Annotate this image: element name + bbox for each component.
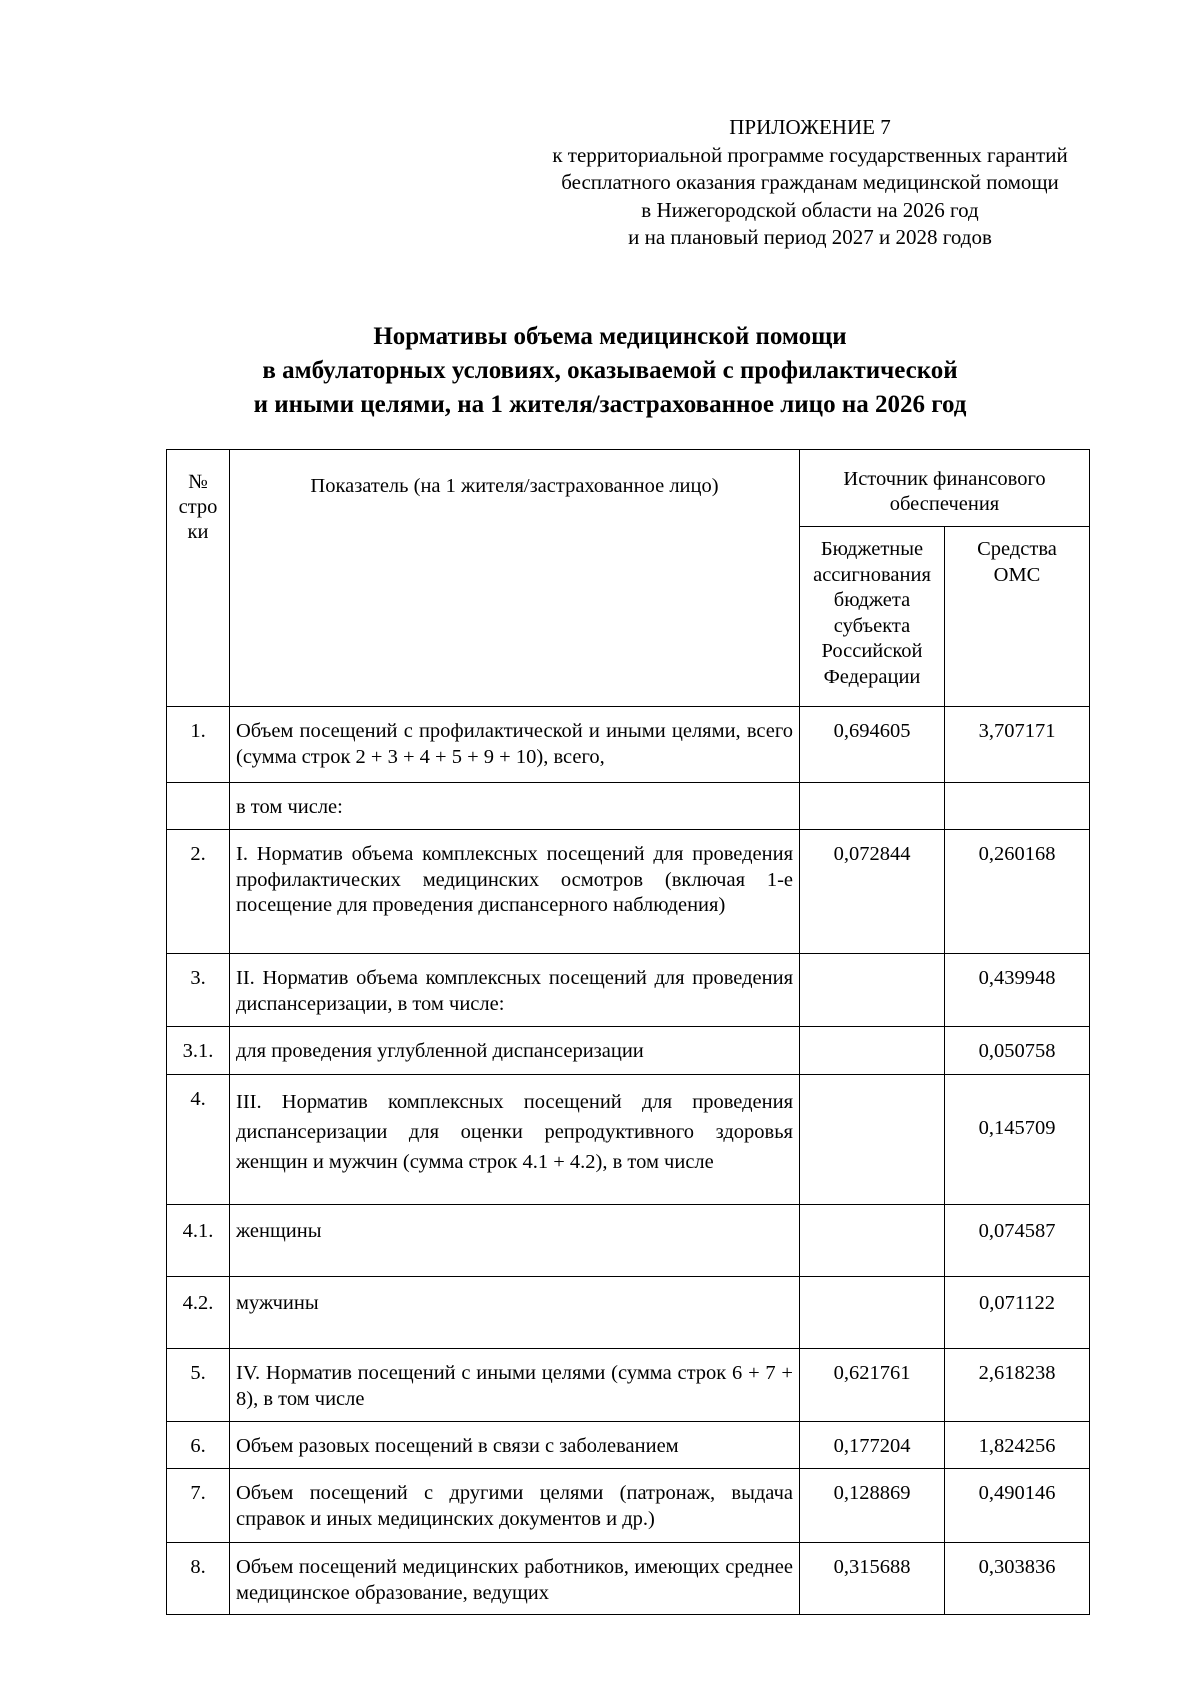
row-budget-value: [800, 783, 945, 830]
row-number: 7.: [167, 1469, 230, 1543]
row-oms-value: 0,145709: [945, 1075, 1090, 1205]
header-budget-line-4: субъекта: [833, 614, 911, 637]
appendix-line-2: к территориальной программе государственных гарантий: [552, 142, 1068, 167]
header-row-number-line-2: стро: [178, 496, 218, 518]
row-indicator: II. Норматив объема комплексных посещений для проведения диспансеризации, в том числе:: [230, 954, 800, 1027]
appendix-line-4: в Нижегородской области на 2026 год: [641, 197, 979, 222]
row-indicator: женщины: [230, 1205, 800, 1277]
row-indicator: Объем посещений медицинских работников, имеющих среднее медицинское образование, ведущих: [230, 1543, 800, 1615]
row-number: [167, 783, 230, 830]
header-funding-source-line-2: обеспечения: [889, 493, 1000, 515]
table-row: [167, 1469, 1090, 1543]
table-row: [167, 1422, 1090, 1469]
row-indicator: мужчины: [230, 1277, 800, 1349]
title-line-2: в амбулаторных условиях, оказываемой с профилактической: [262, 357, 958, 384]
header-funding-source: [800, 450, 1090, 527]
norms-table: [166, 449, 1090, 1615]
row-budget-value: [800, 1027, 945, 1075]
row-budget-value: 0,694605: [800, 707, 945, 783]
header-budget-line-6: Федерации: [823, 665, 921, 688]
title-line-3: и иными целями, на 1 жителя/застрахованное лицо на 2026 год: [253, 391, 967, 418]
header-funding-source-line-1: Источник финансового: [843, 468, 1046, 490]
row-oms-value: 0,071122: [945, 1277, 1090, 1349]
header-oms: [945, 527, 1090, 707]
row-oms-value: 3,707171: [945, 707, 1090, 783]
row-number: 4.2.: [167, 1277, 230, 1349]
row-budget-value: 0,177204: [800, 1422, 945, 1469]
row-oms-value: 0,050758: [945, 1027, 1090, 1075]
header-indicator-text: Показатель (на 1 жителя/застрахованное лицо): [310, 475, 719, 497]
row-oms-value: 2,618238: [945, 1349, 1090, 1422]
header-budget-line-2: ассигнования: [813, 563, 931, 586]
table-row: [167, 1205, 1090, 1277]
title-line-1: Нормативы объема медицинской помощи: [373, 323, 847, 350]
row-indicator: III. Норматив комплексных посещений для проведения диспансеризации для оценки репродуктивного здоровья женщин и мужчин (сумма строк 4.1 + 4.2), в том числе: [230, 1075, 800, 1205]
header-oms-line-2: ОМС: [993, 563, 1041, 586]
header-row-number-line-1: №: [188, 471, 208, 493]
row-indicator: в том числе:: [230, 783, 800, 830]
row-number: 8.: [167, 1543, 230, 1615]
row-number: 6.: [167, 1422, 230, 1469]
row-indicator: I. Норматив объема комплексных посещений для проведения профилактических медицинских осмотров (включая 1-е посещение для проведения диспансерного наблюдения): [230, 830, 800, 954]
row-number: 2.: [167, 830, 230, 954]
table-row: [167, 1543, 1090, 1615]
row-oms-value: 0,303836: [945, 1543, 1090, 1615]
row-number: 3.: [167, 954, 230, 1027]
row-budget-value: 0,621761: [800, 1349, 945, 1422]
header-budget-line-1: Бюджетные: [820, 538, 924, 560]
header-budget: [800, 527, 945, 707]
row-number: 5.: [167, 1349, 230, 1422]
row-budget-value: [800, 1075, 945, 1205]
row-budget-value: 0,128869: [800, 1469, 945, 1543]
header-budget-line-3: бюджета: [833, 589, 911, 611]
row-budget-value: 0,072844: [800, 830, 945, 954]
row-number: 4.: [167, 1075, 230, 1205]
row-budget-value: [800, 1277, 945, 1349]
appendix-header: [500, 114, 1120, 252]
appendix-line-5: и на плановый период 2027 и 2028 годов: [628, 225, 992, 249]
header-row-number-line-3: ки: [187, 521, 209, 543]
row-oms-value: 0,260168: [945, 830, 1090, 954]
row-oms-value: 0,439948: [945, 954, 1090, 1027]
appendix-line-3: бесплатного оказания гражданам медицинской помощи: [561, 170, 1059, 194]
row-indicator: для проведения углубленной диспансеризации: [230, 1027, 800, 1075]
row-number: 1.: [167, 707, 230, 783]
header-row-number: [167, 450, 230, 707]
row-budget-value: [800, 1205, 945, 1277]
header-oms-line-1: Средства: [977, 538, 1057, 560]
row-oms-value: 0,490146: [945, 1469, 1090, 1543]
row-indicator: Объем разовых посещений в связи с заболеванием: [230, 1422, 800, 1469]
table-row: [167, 1075, 1090, 1205]
row-budget-value: 0,315688: [800, 1543, 945, 1615]
row-oms-value: 1,824256: [945, 1422, 1090, 1469]
row-oms-value: 0,074587: [945, 1205, 1090, 1277]
table-row: [167, 783, 1090, 830]
row-number: 4.1.: [167, 1205, 230, 1277]
row-indicator: IV. Норматив посещений с иными целями (сумма строк 6 + 7 + 8), в том числе: [230, 1349, 800, 1422]
row-budget-value: [800, 954, 945, 1027]
appendix-line-1: ПРИЛОЖЕНИЕ 7: [729, 115, 891, 139]
row-oms-value: [945, 783, 1090, 830]
table-row: [167, 1349, 1090, 1422]
table-row: [167, 1027, 1090, 1075]
table-row: [167, 830, 1090, 954]
document-title: [160, 320, 1060, 422]
table-row: [167, 707, 1090, 783]
row-indicator: Объем посещений с другими целями (патронаж, выдача справок и иных медицинских документов и др.): [230, 1469, 800, 1543]
table-row: [167, 1277, 1090, 1349]
header-indicator: [230, 450, 800, 707]
row-indicator: Объем посещений с профилактической и иными целями, всего (сумма строк 2 + 3 + 4 + 5 + 9 + 10), всего,: [230, 707, 800, 783]
table-row: [167, 954, 1090, 1027]
row-number: 3.1.: [167, 1027, 230, 1075]
header-budget-line-5: Российской: [821, 640, 923, 662]
